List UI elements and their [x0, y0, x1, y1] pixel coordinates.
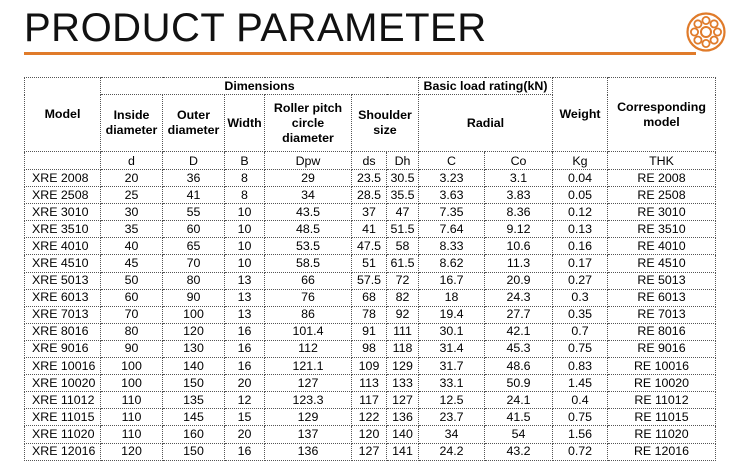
inside-diameter-cell: 25: [101, 187, 163, 204]
load-c-cell: 16.7: [419, 272, 485, 289]
weight-cell: 0.83: [553, 358, 608, 375]
weight-cell: 0.13: [553, 221, 608, 238]
width-cell: 13: [225, 306, 265, 323]
inside-diameter-cell: 50: [101, 272, 163, 289]
shoulder-dh-cell: 136: [387, 409, 419, 426]
inside-diameter-cell: 110: [101, 409, 163, 426]
model-cell: XRE 5013: [25, 272, 101, 289]
load-c-cell: 19.4: [419, 306, 485, 323]
unit-cell: D: [163, 152, 225, 170]
model-cell: XRE 2508: [25, 187, 101, 204]
weight-cell: 0.35: [553, 306, 608, 323]
outer-diameter-cell: 160: [163, 426, 225, 443]
unit-cell: Co: [485, 152, 553, 170]
outer-diameter-cell: 135: [163, 392, 225, 409]
model-cell: XRE 2008: [25, 170, 101, 187]
shoulder-ds-cell: 57.5: [352, 272, 387, 289]
shoulder-dh-cell: 127: [387, 392, 419, 409]
roller-pitch-cell: 48.5: [265, 221, 352, 238]
width-cell: 16: [225, 323, 265, 340]
shoulder-dh-cell: 111: [387, 323, 419, 340]
model-cell: XRE 8016: [25, 323, 101, 340]
page-title: PRODUCT PARAMETER: [24, 6, 487, 50]
width-cell: 16: [225, 340, 265, 357]
model-cell: XRE 11020: [25, 426, 101, 443]
shoulder-dh-cell: 140: [387, 426, 419, 443]
shoulder-dh-cell: 129: [387, 358, 419, 375]
shoulder-ds-cell: 120: [352, 426, 387, 443]
shoulder-ds-cell: 68: [352, 289, 387, 306]
table-row: [25, 255, 716, 272]
load-c-cell: 18: [419, 289, 485, 306]
model-cell: XRE 11012: [25, 392, 101, 409]
inside-diameter-cell: 100: [101, 375, 163, 392]
load-c-cell: 7.35: [419, 204, 485, 221]
shoulder-ds-cell: 109: [352, 358, 387, 375]
load-c-cell: 7.64: [419, 221, 485, 238]
model-cell: XRE 11015: [25, 409, 101, 426]
unit-cell: Dh: [387, 152, 419, 170]
width-cell: 20: [225, 375, 265, 392]
width-cell: 8: [225, 187, 265, 204]
shoulder-dh-cell: 35.5: [387, 187, 419, 204]
load-c-cell: 3.63: [419, 187, 485, 204]
load-co-cell: 48.6: [485, 358, 553, 375]
model-cell: XRE 10016: [25, 358, 101, 375]
load-co-cell: 27.7: [485, 306, 553, 323]
weight-cell: 0.12: [553, 204, 608, 221]
load-co-cell: 45.3: [485, 340, 553, 357]
outer-diameter-cell: 140: [163, 358, 225, 375]
weight-cell: 0.72: [553, 443, 608, 460]
table-row: [25, 238, 716, 255]
roller-pitch-cell: 129: [265, 409, 352, 426]
shoulder-dh-cell: 133: [387, 375, 419, 392]
load-co-cell: 50.9: [485, 375, 553, 392]
inside-diameter-cell: 100: [101, 358, 163, 375]
load-c-cell: 12.5: [419, 392, 485, 409]
weight-cell: 0.16: [553, 238, 608, 255]
shoulder-ds-cell: 47.5: [352, 238, 387, 255]
load-co-cell: 3.83: [485, 187, 553, 204]
shoulder-dh-cell: 61.5: [387, 255, 419, 272]
load-co-cell: 24.3: [485, 289, 553, 306]
model-cell: XRE 3010: [25, 204, 101, 221]
inside-diameter-cell: 35: [101, 221, 163, 238]
corresponding-model-cell: RE 3510: [608, 221, 716, 238]
product-parameter-table: [24, 77, 716, 461]
corresponding-model-cell: RE 11020: [608, 426, 716, 443]
table-row: [25, 426, 716, 443]
outer-diameter-cell: 100: [163, 306, 225, 323]
load-co-cell: 3.1: [485, 170, 553, 187]
roller-pitch-cell: 136: [265, 443, 352, 460]
table-row: [25, 187, 716, 204]
unit-cell: d: [101, 152, 163, 170]
outer-diameter-cell: 130: [163, 340, 225, 357]
corresponding-model-cell: RE 11015: [608, 409, 716, 426]
header-shoulder-size: Shoulder size: [352, 95, 419, 152]
shoulder-dh-cell: 82: [387, 289, 419, 306]
table-row: [25, 375, 716, 392]
model-cell: XRE 10020: [25, 375, 101, 392]
outer-diameter-cell: 55: [163, 204, 225, 221]
load-co-cell: 54: [485, 426, 553, 443]
corresponding-model-cell: RE 9016: [608, 340, 716, 357]
header-corresponding-model: Corresponding model: [608, 78, 716, 152]
unit-cell: C: [419, 152, 485, 170]
shoulder-ds-cell: 23.5: [352, 170, 387, 187]
header-width: Width: [225, 95, 265, 152]
page-header: [0, 0, 750, 70]
load-c-cell: 23.7: [419, 409, 485, 426]
table-row: [25, 340, 716, 357]
table-row: [25, 392, 716, 409]
header-outer-diameter: Outer diameter: [163, 95, 225, 152]
load-c-cell: 24.2: [419, 443, 485, 460]
load-co-cell: 24.1: [485, 392, 553, 409]
outer-diameter-cell: 60: [163, 221, 225, 238]
weight-cell: 0.27: [553, 272, 608, 289]
shoulder-ds-cell: 117: [352, 392, 387, 409]
weight-cell: 0.75: [553, 409, 608, 426]
unit-cell: THK: [608, 152, 716, 170]
width-cell: 15: [225, 409, 265, 426]
corresponding-model-cell: RE 7013: [608, 306, 716, 323]
outer-diameter-cell: 36: [163, 170, 225, 187]
corresponding-model-cell: RE 6013: [608, 289, 716, 306]
load-c-cell: 34: [419, 426, 485, 443]
corresponding-model-cell: RE 11012: [608, 392, 716, 409]
corresponding-model-cell: RE 2008: [608, 170, 716, 187]
outer-diameter-cell: 90: [163, 289, 225, 306]
inside-diameter-cell: 120: [101, 443, 163, 460]
unit-cell: B: [225, 152, 265, 170]
roller-pitch-cell: 29: [265, 170, 352, 187]
shoulder-ds-cell: 98: [352, 340, 387, 357]
width-cell: 8: [225, 170, 265, 187]
load-co-cell: 20.9: [485, 272, 553, 289]
weight-cell: 1.56: [553, 426, 608, 443]
outer-diameter-cell: 41: [163, 187, 225, 204]
load-c-cell: 31.7: [419, 358, 485, 375]
roller-pitch-cell: 43.5: [265, 204, 352, 221]
unit-cell: ds: [352, 152, 387, 170]
table-body: [25, 170, 716, 461]
inside-diameter-cell: 80: [101, 323, 163, 340]
roller-pitch-cell: 34: [265, 187, 352, 204]
inside-diameter-cell: 110: [101, 426, 163, 443]
width-cell: 13: [225, 289, 265, 306]
roller-pitch-cell: 53.5: [265, 238, 352, 255]
model-cell: XRE 9016: [25, 340, 101, 357]
width-cell: 16: [225, 443, 265, 460]
table-row: [25, 170, 716, 187]
shoulder-ds-cell: 28.5: [352, 187, 387, 204]
model-cell: XRE 4510: [25, 255, 101, 272]
load-c-cell: 30.1: [419, 323, 485, 340]
corresponding-model-cell: RE 10016: [608, 358, 716, 375]
load-co-cell: 11.3: [485, 255, 553, 272]
load-co-cell: 9.12: [485, 221, 553, 238]
roller-pitch-cell: 101.4: [265, 323, 352, 340]
load-c-cell: 33.1: [419, 375, 485, 392]
header-radial: Radial: [419, 95, 553, 152]
roller-pitch-cell: 86: [265, 306, 352, 323]
model-cell: XRE 12016: [25, 443, 101, 460]
load-c-cell: 8.33: [419, 238, 485, 255]
bearing-icon: [686, 12, 726, 52]
outer-diameter-cell: 80: [163, 272, 225, 289]
weight-cell: 0.7: [553, 323, 608, 340]
corresponding-model-cell: RE 5013: [608, 272, 716, 289]
inside-diameter-cell: 70: [101, 306, 163, 323]
weight-cell: 1.45: [553, 375, 608, 392]
load-co-cell: 41.5: [485, 409, 553, 426]
width-cell: 20: [225, 426, 265, 443]
shoulder-dh-cell: 58: [387, 238, 419, 255]
shoulder-dh-cell: 141: [387, 443, 419, 460]
roller-pitch-cell: 76: [265, 289, 352, 306]
weight-cell: 0.05: [553, 187, 608, 204]
roller-pitch-cell: 137: [265, 426, 352, 443]
width-cell: 16: [225, 358, 265, 375]
shoulder-dh-cell: 72: [387, 272, 419, 289]
title-underline: [24, 52, 696, 55]
load-co-cell: 8.36: [485, 204, 553, 221]
width-cell: 13: [225, 272, 265, 289]
weight-cell: 0.4: [553, 392, 608, 409]
corresponding-model-cell: RE 2508: [608, 187, 716, 204]
table-row: [25, 221, 716, 238]
shoulder-ds-cell: 113: [352, 375, 387, 392]
corresponding-model-cell: RE 4010: [608, 238, 716, 255]
unit-cell: Dpw: [265, 152, 352, 170]
header-model: Model: [25, 78, 101, 152]
inside-diameter-cell: 90: [101, 340, 163, 357]
load-c-cell: 8.62: [419, 255, 485, 272]
inside-diameter-cell: 40: [101, 238, 163, 255]
header-weight: Weight: [553, 78, 608, 152]
table-row: [25, 306, 716, 323]
roller-pitch-cell: 58.5: [265, 255, 352, 272]
shoulder-ds-cell: 41: [352, 221, 387, 238]
shoulder-dh-cell: 30.5: [387, 170, 419, 187]
corresponding-model-cell: RE 4510: [608, 255, 716, 272]
outer-diameter-cell: 150: [163, 443, 225, 460]
shoulder-dh-cell: 51.5: [387, 221, 419, 238]
width-cell: 12: [225, 392, 265, 409]
outer-diameter-cell: 70: [163, 255, 225, 272]
shoulder-ds-cell: 127: [352, 443, 387, 460]
width-cell: 10: [225, 221, 265, 238]
roller-pitch-cell: 112: [265, 340, 352, 357]
model-cell: XRE 4010: [25, 238, 101, 255]
table-row: [25, 409, 716, 426]
shoulder-ds-cell: 91: [352, 323, 387, 340]
shoulder-ds-cell: 78: [352, 306, 387, 323]
inside-diameter-cell: 30: [101, 204, 163, 221]
width-cell: 10: [225, 238, 265, 255]
roller-pitch-cell: 127: [265, 375, 352, 392]
header-inside-diameter: Inside diameter: [101, 95, 163, 152]
inside-diameter-cell: 45: [101, 255, 163, 272]
header-basic-load-rating: Basic load rating(kN): [419, 78, 553, 95]
table-row: [25, 272, 716, 289]
outer-diameter-cell: 150: [163, 375, 225, 392]
unit-cell-empty: [25, 152, 101, 170]
corresponding-model-cell: RE 10020: [608, 375, 716, 392]
roller-pitch-cell: 66: [265, 272, 352, 289]
table-row: [25, 443, 716, 460]
model-cell: XRE 6013: [25, 289, 101, 306]
table-row: [25, 204, 716, 221]
load-c-cell: 31.4: [419, 340, 485, 357]
model-cell: XRE 7013: [25, 306, 101, 323]
inside-diameter-cell: 110: [101, 392, 163, 409]
outer-diameter-cell: 145: [163, 409, 225, 426]
corresponding-model-cell: RE 3010: [608, 204, 716, 221]
load-c-cell: 3.23: [419, 170, 485, 187]
header-dimensions: Dimensions: [101, 78, 419, 95]
inside-diameter-cell: 60: [101, 289, 163, 306]
width-cell: 10: [225, 255, 265, 272]
shoulder-dh-cell: 118: [387, 340, 419, 357]
shoulder-dh-cell: 47: [387, 204, 419, 221]
table-row: [25, 358, 716, 375]
shoulder-ds-cell: 51: [352, 255, 387, 272]
inside-diameter-cell: 20: [101, 170, 163, 187]
load-co-cell: 43.2: [485, 443, 553, 460]
table-row: [25, 289, 716, 306]
weight-cell: 0.04: [553, 170, 608, 187]
corresponding-model-cell: RE 8016: [608, 323, 716, 340]
load-co-cell: 42.1: [485, 323, 553, 340]
width-cell: 10: [225, 204, 265, 221]
roller-pitch-cell: 121.1: [265, 358, 352, 375]
outer-diameter-cell: 120: [163, 323, 225, 340]
table-row: [25, 323, 716, 340]
units-row: [25, 152, 716, 170]
model-cell: XRE 3510: [25, 221, 101, 238]
weight-cell: 0.17: [553, 255, 608, 272]
load-co-cell: 10.6: [485, 238, 553, 255]
shoulder-dh-cell: 92: [387, 306, 419, 323]
outer-diameter-cell: 65: [163, 238, 225, 255]
header-roller-pitch-circle-diameter: Roller pitch circle diameter: [265, 95, 352, 152]
weight-cell: 0.75: [553, 340, 608, 357]
unit-cell: Kg: [553, 152, 608, 170]
roller-pitch-cell: 123.3: [265, 392, 352, 409]
weight-cell: 0.3: [553, 289, 608, 306]
shoulder-ds-cell: 37: [352, 204, 387, 221]
corresponding-model-cell: RE 12016: [608, 443, 716, 460]
shoulder-ds-cell: 122: [352, 409, 387, 426]
